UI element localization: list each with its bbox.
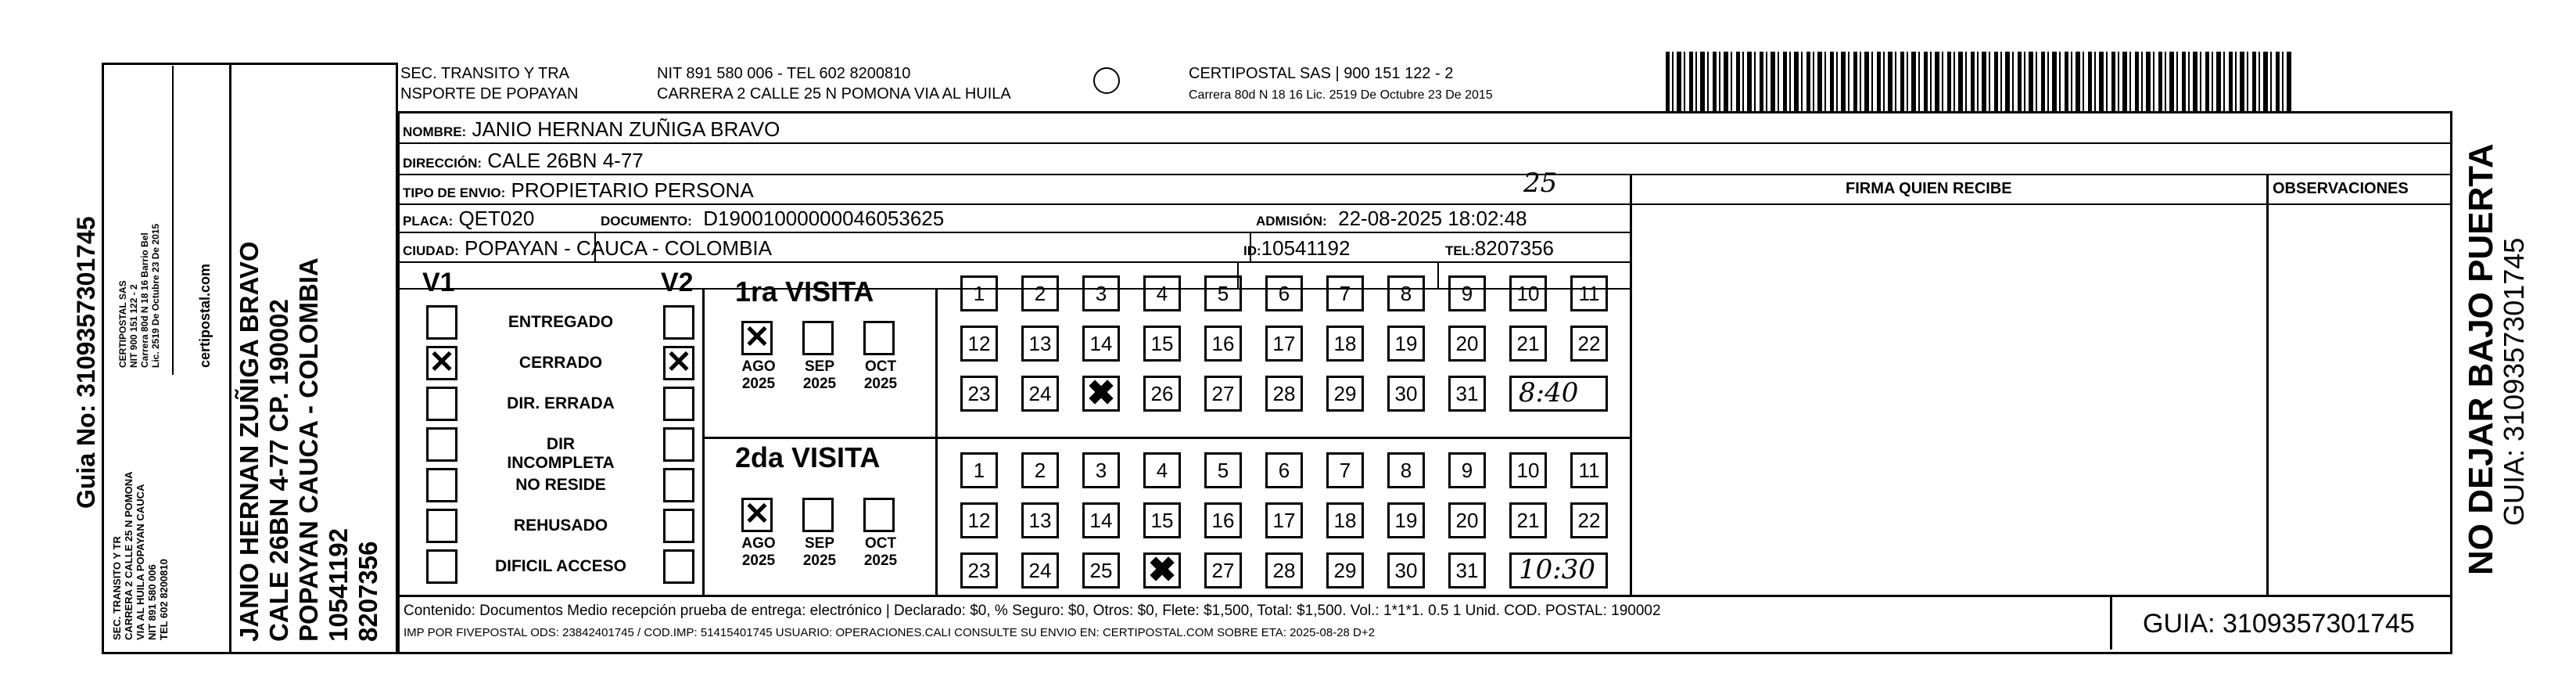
visit2-month-label: AGO 2025 (741, 535, 776, 569)
visit1-month-check: ✕ (744, 320, 770, 354)
recipient-line: 10541192 (324, 527, 353, 642)
visit1-day-4[interactable]: 4 (1143, 275, 1181, 311)
visit2-day-30[interactable]: 30 (1387, 552, 1425, 588)
visit2-day-21[interactable]: 21 (1509, 502, 1547, 538)
v2-checkbox-4[interactable] (663, 468, 694, 502)
visit2-day-16[interactable]: 16 (1204, 502, 1242, 538)
visit1-day-6[interactable]: 6 (1265, 275, 1303, 311)
visit1-time: 8:40 (1519, 377, 1579, 408)
visit1-day-14[interactable]: 14 (1082, 326, 1120, 362)
visit2-day-9[interactable]: 9 (1448, 452, 1486, 488)
visit1-day-2[interactable]: 2 (1021, 275, 1059, 311)
visit2-day-20[interactable]: 20 (1448, 502, 1486, 538)
visit2-month-check: ✕ (744, 497, 770, 531)
header-company: CERTIPOSTAL SAS | 900 151 122 - 2 (1189, 65, 1454, 82)
visit1-month-label: AGO 2025 (741, 358, 776, 392)
placa-field: PLACA: QET020 (403, 207, 535, 230)
v2-checkbox-6[interactable] (663, 549, 694, 584)
visit1-day-5[interactable]: 5 (1204, 275, 1242, 311)
footer-guia: GUIA: 3109357301745 (2143, 609, 2415, 639)
visit2-day-17[interactable]: 17 (1265, 502, 1303, 538)
visit1-month-box-2[interactable] (863, 321, 895, 355)
tel-value: 8207356 (1474, 236, 1555, 260)
visit2-day-13[interactable]: 13 (1021, 502, 1059, 538)
visit2-day-1[interactable]: 1 (960, 452, 998, 488)
visit1-day-21[interactable]: 21 (1509, 326, 1547, 362)
status-label-3: DIR INCOMPLETA (507, 435, 615, 472)
visit2-day-4[interactable]: 4 (1143, 452, 1181, 488)
id-value: 10541192 (1261, 236, 1351, 260)
sender-line: NIT 891 580 006 (146, 564, 158, 640)
visit2-day-31[interactable]: 31 (1448, 552, 1486, 588)
header-sender-1: SEC. TRANSITO Y TRA (400, 65, 569, 82)
visit2-month-label: OCT 2025 (863, 535, 898, 569)
recipient-line: POPAYAN CAUCA - COLOMBIA (294, 257, 323, 642)
visit1-month-label: SEP 2025 (802, 358, 837, 392)
visit1-day-27[interactable]: 27 (1204, 376, 1242, 412)
visit2-day-24[interactable]: 24 (1021, 552, 1059, 588)
visit2-title: 2da VISITA (735, 441, 881, 473)
visit1-day-20[interactable]: 20 (1448, 326, 1486, 362)
status-label-6: DIFICIL ACCESO (494, 557, 626, 575)
v1-checkbox-3[interactable] (426, 427, 457, 462)
sender-line: VIA AL HUILA POPAYAN CAUCA (135, 484, 146, 640)
visit1-day-24[interactable]: 24 (1021, 376, 1059, 412)
visit1-day-22[interactable]: 22 (1570, 326, 1608, 362)
visit1-day-check: ✖ (1086, 374, 1116, 412)
status-label-4: NO RESIDE (515, 476, 606, 494)
footer-line2: IMP POR FIVEPOSTAL ODS: 23842401745 / COD.IMP: 51415401745 USUARIO: OPERACIONES.CALI CONSULTE SU ENVIO EN: CERTIPOSTAL.COM SOBRE ETA: 2025-08-28 D+2 (404, 626, 1375, 639)
visit1-day-16[interactable]: 16 (1204, 326, 1242, 362)
v1-checkbox-5[interactable] (426, 509, 457, 543)
visit1-month-label: OCT 2025 (863, 358, 898, 392)
visit2-day-29[interactable]: 29 (1326, 552, 1364, 588)
visit2-day-6[interactable]: 6 (1265, 452, 1303, 488)
visit1-day-31[interactable]: 31 (1448, 376, 1486, 412)
sender-line: SEC. TRANSITO Y TR (111, 536, 123, 640)
documento-value: D19001000000046053625 (703, 207, 945, 230)
ciudad-field: CIUDAD: POPAYAN - CAUCA - COLOMBIA (403, 236, 772, 260)
visit2-day-3[interactable]: 3 (1082, 452, 1120, 488)
nombre-field: NOMBRE: JANIO HERNAN ZUÑIGA BRAVO (403, 117, 780, 141)
visit2-day-25[interactable]: 25 (1082, 552, 1120, 588)
v1-checkbox-2[interactable] (426, 387, 457, 421)
tipo-envio-value: PROPIETARIO PERSONA (511, 178, 754, 202)
company-line: NIT 900 151 122 - 2 (128, 284, 139, 368)
visit2-day-5[interactable]: 5 (1204, 452, 1242, 488)
visit2-day-12[interactable]: 12 (960, 502, 998, 538)
visit2-day-8[interactable]: 8 (1387, 452, 1425, 488)
visit2-day-2[interactable]: 2 (1021, 452, 1059, 488)
company-line: CERTIPOSTAL SAS (117, 280, 128, 368)
visit2-day-check: ✖ (1147, 551, 1177, 589)
visit2-time: 10:30 (1519, 554, 1595, 585)
admision-field: ADMISIÓN: 22-08-2025 18:02:48 (1256, 207, 1527, 230)
left-guia-label: Guia No: 3109357301745 (72, 216, 100, 509)
header-company-addr: Carrera 80d N 18 16 Lic. 2519 De Octubre 23 De 2015 (1189, 88, 1493, 102)
visit1-title: 1ra VISITA (735, 275, 874, 308)
visit1-month-box-1[interactable] (802, 321, 834, 355)
certipostal-web: certipostal.com (197, 263, 213, 368)
visit2-day-18[interactable]: 18 (1326, 502, 1364, 538)
visit1-day-7[interactable]: 7 (1326, 275, 1364, 311)
visit2-month-box-2[interactable] (863, 498, 895, 532)
observaciones-header: OBSERVACIONES (2273, 180, 2409, 197)
status-label-5: REHUSADO (513, 516, 608, 534)
visit1-day-30[interactable]: 30 (1387, 376, 1425, 412)
sender-line: CARRERA 2 CALLE 25 N POMONA (123, 471, 135, 640)
status-label-1: CERRADO (518, 354, 603, 372)
visit1-day-10[interactable]: 10 (1509, 275, 1547, 311)
status-label-0: ENTREGADO (508, 313, 614, 331)
v2-checkbox-5[interactable] (663, 509, 694, 543)
tipo-envio-field: TIPO DE ENVIO: PROPIETARIO PERSONA (403, 178, 754, 202)
visit1-day-17[interactable]: 17 (1265, 326, 1303, 362)
visit1-day-8[interactable]: 8 (1387, 275, 1425, 311)
visit1-day-11[interactable]: 11 (1570, 275, 1608, 311)
visit1-day-29[interactable]: 29 (1326, 376, 1364, 412)
sender-divider (172, 66, 174, 375)
sender-line: TEL 602 8200810 (158, 559, 170, 640)
company-line: Carrera 80d N 18 16 Barrio Bel (139, 232, 150, 368)
v2-checkbox-3[interactable] (663, 427, 694, 462)
v2-checkbox-0[interactable] (663, 305, 694, 340)
visit1-day-3[interactable]: 3 (1082, 275, 1120, 311)
visit2-day-22[interactable]: 22 (1570, 502, 1608, 538)
visit2-day-10[interactable]: 10 (1509, 452, 1547, 488)
visit1-day-15[interactable]: 15 (1143, 326, 1181, 362)
nombre-value: JANIO HERNAN ZUÑIGA BRAVO (472, 117, 780, 141)
recipient-line: 8207356 (353, 541, 382, 642)
visit2-day-27[interactable]: 27 (1204, 552, 1242, 588)
visit1-day-12[interactable]: 12 (960, 326, 998, 362)
header-sender-2: NSPORTE DE POPAYAN (400, 85, 579, 103)
right-guia-label: GUIA: 3109357301745 (2498, 237, 2530, 526)
placa-value: QET020 (458, 207, 535, 230)
visit1-day-18[interactable]: 18 (1326, 326, 1364, 362)
visit1-day-13[interactable]: 13 (1021, 326, 1059, 362)
header-nit-tel: NIT 891 580 006 - TEL 602 8200810 (657, 65, 911, 82)
visit2-day-15[interactable]: 15 (1143, 502, 1181, 538)
v1-check-mark: ✕ (429, 345, 455, 380)
v2-check-mark: ✕ (666, 345, 692, 380)
v1-label: V1 (422, 268, 455, 297)
recipient-line: JANIO HERNAN ZUÑIGA BRAVO (235, 241, 264, 642)
status-label-2: DIR. ERRADA (507, 394, 615, 412)
v1-checkbox-0[interactable] (426, 305, 457, 340)
visit2-day-11[interactable]: 11 (1570, 452, 1608, 488)
visit2-day-19[interactable]: 19 (1387, 502, 1425, 538)
tipo-handwritten: 25 (1523, 167, 1558, 199)
recipient-line: CALE 26BN 4-77 CP. 190002 (264, 299, 293, 642)
visit1-day-19[interactable]: 19 (1387, 326, 1425, 362)
id-field: ID:10541192 (1243, 236, 1351, 260)
direccion-value: CALE 26BN 4-77 (487, 149, 644, 172)
visit1-day-28[interactable]: 28 (1265, 376, 1303, 412)
v1-checkbox-6[interactable] (426, 549, 457, 584)
visit2-day-14[interactable]: 14 (1082, 502, 1120, 538)
footer-line1: Contenido: Documentos Medio recepción prueba de entrega: electrónico | Declarado: $0, % Seguro: $0, Otros: $0, Flete: $1,500, Total: $1,500. Vol.: 1*1*1. 0.5 1 Unid. COD. POSTAL: 190002 (404, 603, 1661, 619)
company-line: Lic. 2519 De Octubre 23 De 2015 (150, 223, 161, 368)
header-address: CARRERA 2 CALLE 25 N POMONA VIA AL HUILA (657, 85, 1011, 103)
certipostal-logo-icon (1093, 67, 1120, 94)
visit2-day-7[interactable]: 7 (1326, 452, 1364, 488)
v1-checkbox-4[interactable] (426, 468, 457, 502)
visit2-day-28[interactable]: 28 (1265, 552, 1303, 588)
visit2-day-23[interactable]: 23 (960, 552, 998, 588)
visit1-day-9[interactable]: 9 (1448, 275, 1486, 311)
v2-label: V2 (661, 268, 694, 297)
direccion-field: DIRECCIÓN: CALE 26BN 4-77 (403, 149, 644, 172)
documento-field: DOCUMENTO: D19001000000046053625 (601, 207, 945, 230)
visit2-month-box-1[interactable] (802, 498, 834, 532)
no-dejar-label: NO DEJAR BAJO PUERTA (2462, 143, 2500, 575)
ciudad-value: POPAYAN - CAUCA - COLOMBIA (465, 236, 772, 260)
visit2-month-label: SEP 2025 (802, 535, 837, 569)
barcode (1666, 52, 2291, 113)
admision-value: 22-08-2025 18:02:48 (1338, 207, 1527, 230)
firma-header: FIRMA QUIEN RECIBE (1846, 180, 2012, 197)
visit1-day-23[interactable]: 23 (960, 376, 998, 412)
visit1-day-26[interactable]: 26 (1143, 376, 1181, 412)
visit1-day-1[interactable]: 1 (960, 275, 998, 311)
tel-field: TEL:8207356 (1445, 236, 1555, 260)
v2-checkbox-2[interactable] (663, 387, 694, 421)
